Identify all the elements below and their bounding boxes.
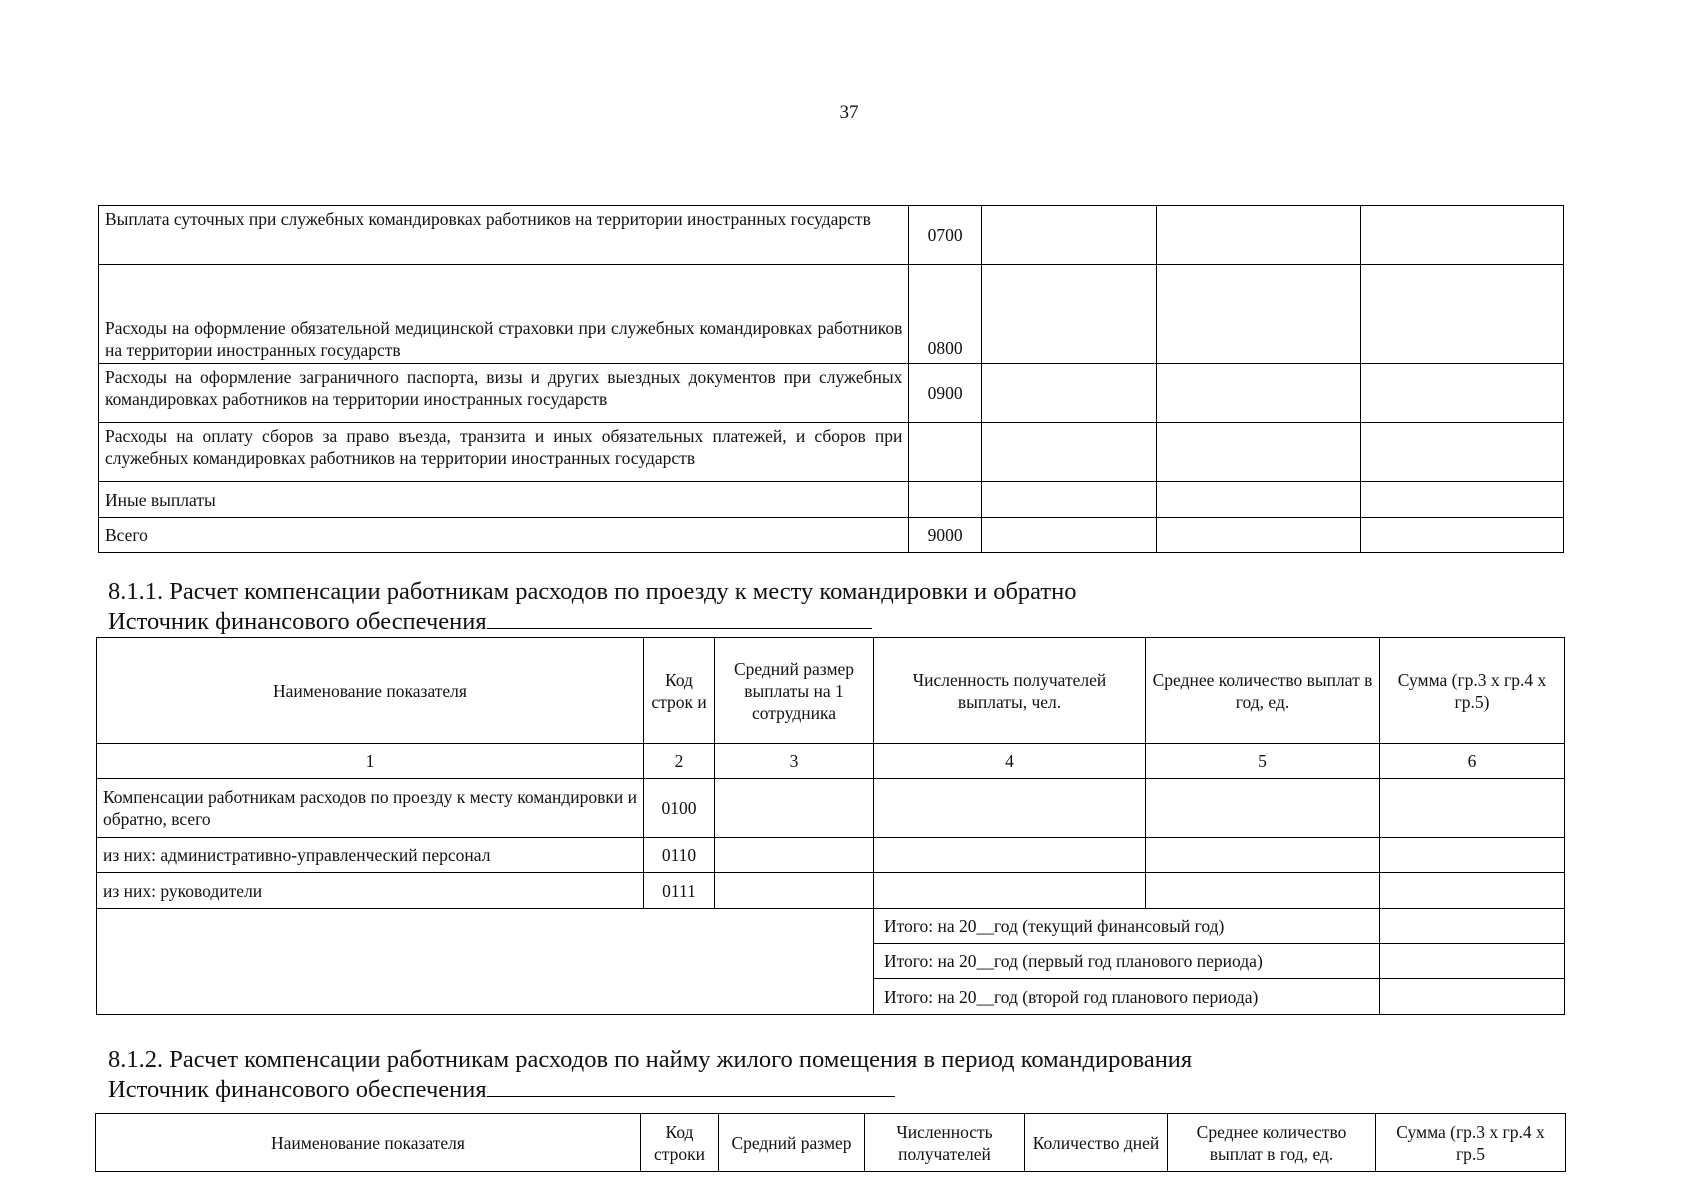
value-cell[interactable] bbox=[1146, 838, 1380, 873]
col-number: 6 bbox=[1380, 744, 1565, 779]
section-811-title: 8.1.1. Расчет компенсации работникам расходов по проезду к месту командировки и обратно bbox=[108, 578, 1077, 605]
row-name: Всего bbox=[99, 518, 909, 553]
col-header-payments-count: Среднее количество выплат в год, ед. bbox=[1168, 1114, 1376, 1172]
value-cell[interactable] bbox=[981, 265, 1156, 364]
expenses-table bbox=[98, 205, 1564, 553]
row-code: 0700 bbox=[909, 206, 981, 265]
section-812-title: 8.1.2. Расчет компенсации работникам расходов по найму жилого помещения в период командирования bbox=[108, 1046, 1193, 1073]
total-label: Итого: на 20__год (первый год планового периода) bbox=[874, 944, 1380, 979]
value-cell[interactable] bbox=[874, 873, 1146, 909]
col-number: 1 bbox=[97, 744, 644, 779]
header-row bbox=[96, 1114, 1566, 1172]
col-header-avg-size: Средний размер bbox=[719, 1114, 865, 1172]
value-cell[interactable] bbox=[715, 779, 874, 838]
page-number: 37 bbox=[839, 102, 859, 123]
value-cell[interactable] bbox=[1156, 265, 1360, 364]
row-name: Компенсации работникам расходов по проезду к месту командировки и обратно, всего bbox=[97, 779, 644, 838]
col-header-code: Код строк и bbox=[644, 638, 715, 744]
value-cell[interactable] bbox=[1156, 482, 1360, 518]
value-cell[interactable] bbox=[1360, 364, 1563, 423]
col-header-sum: Сумма (гр.3 х гр.4 х гр.5 bbox=[1376, 1114, 1566, 1172]
row-code: 0110 bbox=[644, 838, 715, 873]
column-number-row bbox=[97, 744, 1565, 779]
row-code: 0100 bbox=[644, 779, 715, 838]
table-row bbox=[99, 206, 1564, 265]
compensation-travel-table bbox=[96, 637, 1565, 1015]
value-cell[interactable] bbox=[715, 873, 874, 909]
col-header-days: Количество дней bbox=[1025, 1114, 1168, 1172]
row-code: 9000 bbox=[909, 518, 981, 553]
compensation-housing-table bbox=[95, 1113, 1566, 1172]
value-cell[interactable] bbox=[1146, 873, 1380, 909]
col-header-name: Наименование показателя bbox=[96, 1114, 641, 1172]
table-row bbox=[97, 873, 1565, 909]
table-row bbox=[99, 518, 1564, 553]
col-number: 3 bbox=[715, 744, 874, 779]
value-cell[interactable] bbox=[981, 423, 1156, 482]
value-cell[interactable] bbox=[1360, 265, 1563, 364]
value-cell[interactable] bbox=[1380, 779, 1565, 838]
table-row bbox=[99, 265, 1564, 364]
blank-merged-cell bbox=[97, 909, 874, 1015]
col-header-recipients: Численность получателей выплаты, чел. bbox=[874, 638, 1146, 744]
row-name: Иные выплаты bbox=[99, 482, 909, 518]
value-cell[interactable] bbox=[715, 838, 874, 873]
total-row bbox=[97, 909, 1565, 944]
row-name: из них: руководители bbox=[97, 873, 644, 909]
total-value-cell[interactable] bbox=[1380, 944, 1565, 979]
row-code: 0800 bbox=[909, 265, 981, 364]
total-value-cell[interactable] bbox=[1380, 979, 1565, 1015]
col-header-code: Код строки bbox=[641, 1114, 719, 1172]
row-code bbox=[909, 482, 981, 518]
total-label: Итого: на 20__год (текущий финансовый год) bbox=[874, 909, 1380, 944]
total-label: Итого: на 20__год (второй год планового периода) bbox=[874, 979, 1380, 1015]
value-cell[interactable] bbox=[981, 364, 1156, 423]
col-number: 2 bbox=[644, 744, 715, 779]
row-name: Расходы на оплату сборов за право въезда, транзита и иных обязательных платежей, и сборов при служебных командировках работников на территории иностранных государств bbox=[99, 423, 909, 482]
value-cell[interactable] bbox=[1360, 206, 1563, 265]
value-cell[interactable] bbox=[874, 838, 1146, 873]
value-cell[interactable] bbox=[981, 518, 1156, 553]
table-row bbox=[99, 482, 1564, 518]
total-value-cell[interactable] bbox=[1380, 909, 1565, 944]
row-name: Выплата суточных при служебных командировках работников на территории иностранных государств bbox=[99, 206, 909, 265]
row-code: 0111 bbox=[644, 873, 715, 909]
value-cell[interactable] bbox=[1156, 423, 1360, 482]
value-cell[interactable] bbox=[1380, 838, 1565, 873]
col-number: 5 bbox=[1146, 744, 1380, 779]
value-cell[interactable] bbox=[1156, 364, 1360, 423]
value-cell[interactable] bbox=[1380, 873, 1565, 909]
table-row bbox=[97, 838, 1565, 873]
row-name: из них: административно-управленческий персонал bbox=[97, 838, 644, 873]
table-row bbox=[97, 779, 1565, 838]
value-cell[interactable] bbox=[1360, 518, 1563, 553]
col-header-sum: Сумма (гр.3 х гр.4 х гр.5) bbox=[1380, 638, 1565, 744]
table-row bbox=[99, 364, 1564, 423]
source-input-line[interactable] bbox=[487, 606, 872, 629]
table-row bbox=[99, 423, 1564, 482]
source-input-line[interactable] bbox=[487, 1074, 895, 1097]
value-cell[interactable] bbox=[1146, 779, 1380, 838]
section-811-source bbox=[108, 606, 872, 637]
value-cell[interactable] bbox=[1360, 482, 1563, 518]
value-cell[interactable] bbox=[1360, 423, 1563, 482]
header-row bbox=[97, 638, 1565, 744]
col-header-recipients: Численность получателей bbox=[865, 1114, 1025, 1172]
row-name: Расходы на оформление обязательной медицинской страховки при служебных командировках работников на территории иностранных государств bbox=[99, 265, 909, 364]
value-cell[interactable] bbox=[874, 779, 1146, 838]
source-label: Источник финансового обеспечения bbox=[108, 1076, 487, 1103]
col-number: 4 bbox=[874, 744, 1146, 779]
source-label: Источник финансового обеспечения bbox=[108, 608, 487, 635]
row-code: 0900 bbox=[909, 364, 981, 423]
col-header-name: Наименование показателя bbox=[97, 638, 644, 744]
value-cell[interactable] bbox=[981, 482, 1156, 518]
col-header-payments-count: Среднее количество выплат в год, ед. bbox=[1146, 638, 1380, 744]
value-cell[interactable] bbox=[981, 206, 1156, 265]
row-code bbox=[909, 423, 981, 482]
row-name: Расходы на оформление заграничного паспорта, визы и других выездных документов при служебных командировках работников на территории иностранных государств bbox=[99, 364, 909, 423]
section-812-source bbox=[108, 1074, 895, 1105]
col-header-avg-payment: Средний размер выплаты на 1 сотрудника bbox=[715, 638, 874, 744]
value-cell[interactable] bbox=[1156, 518, 1360, 553]
value-cell[interactable] bbox=[1156, 206, 1360, 265]
